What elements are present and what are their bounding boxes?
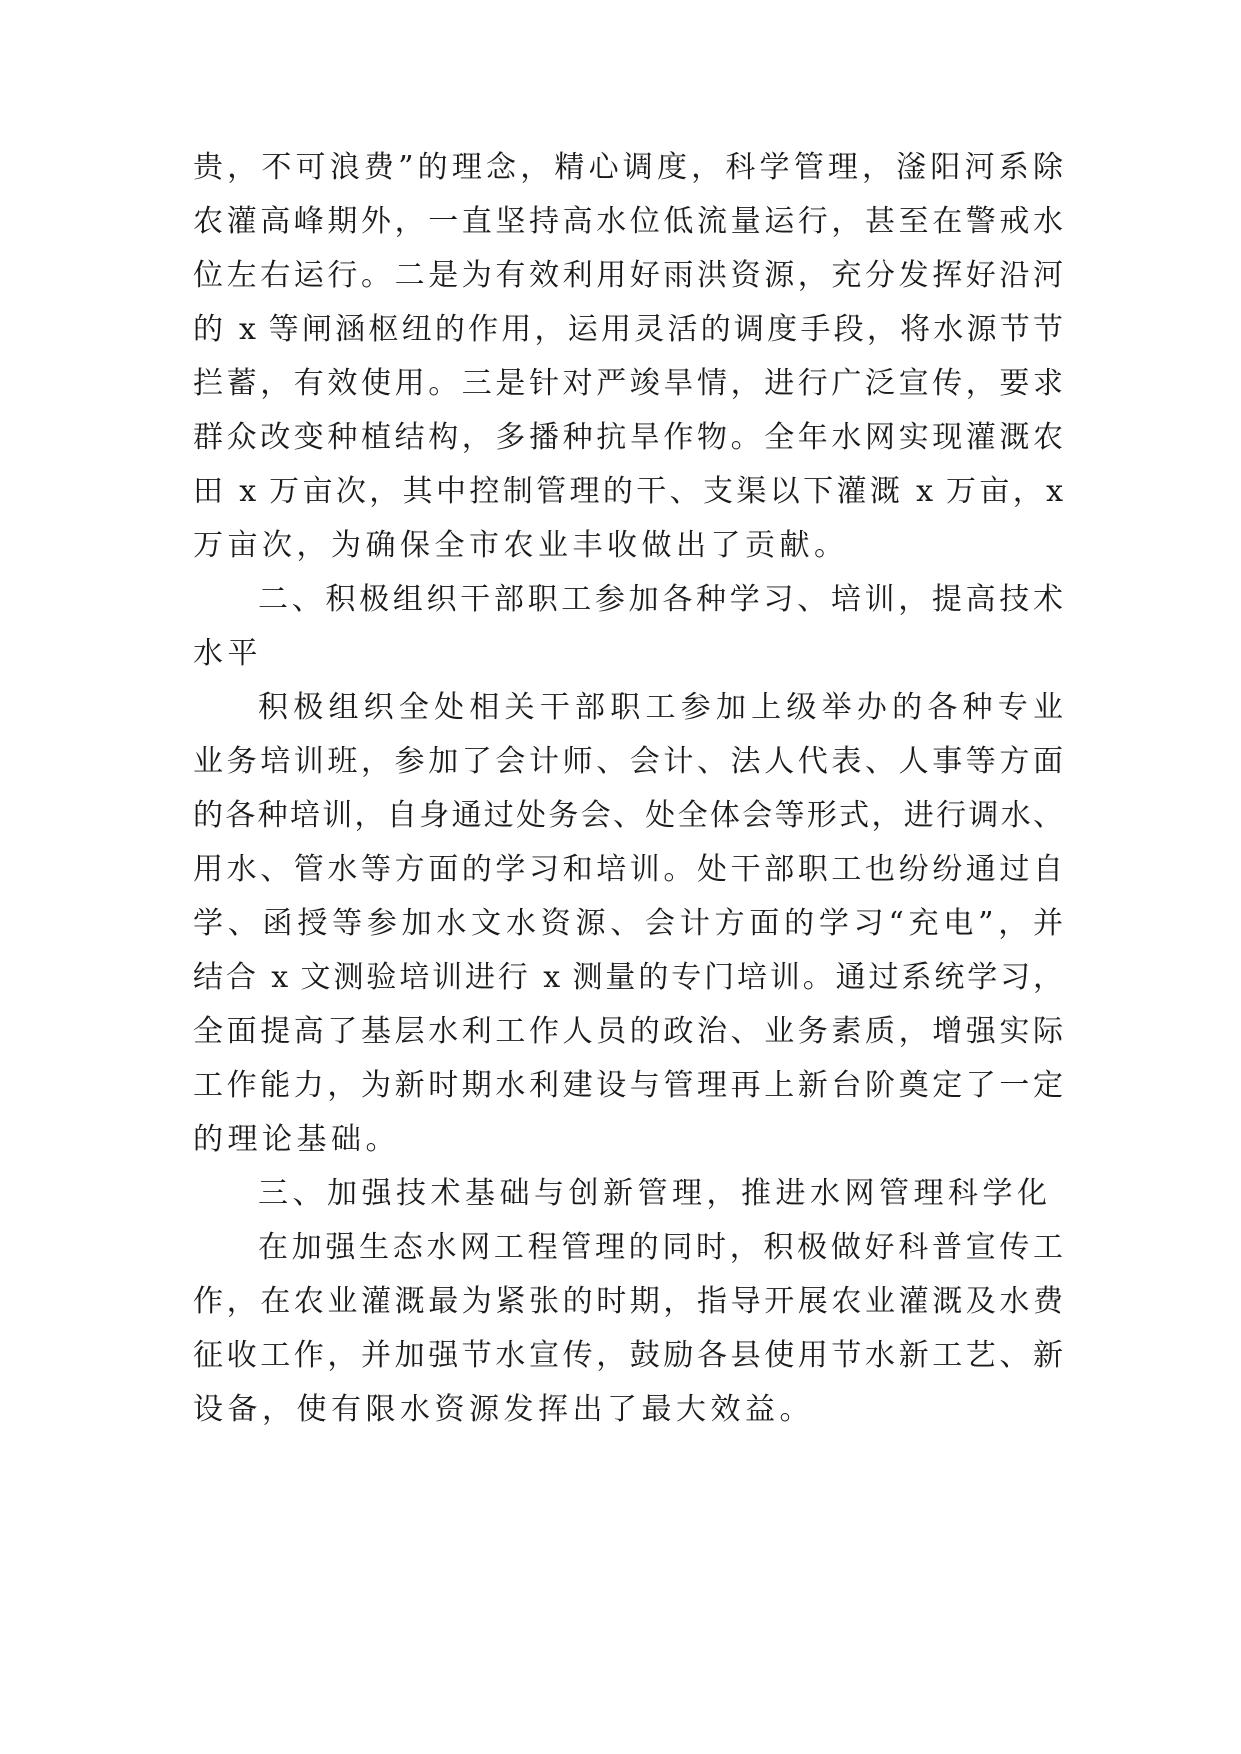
text-line: 用水、管水等方面的学习和培训。处干部职工也纷纷通过自 (193, 852, 1063, 887)
text-line: 贵，不可浪费”的理念，精心调度，科学管理，滏阳河系除 (193, 150, 1063, 185)
text-line: 工作能力，为新时期水利建设与管理再上新台阶奠定了一定 (193, 1068, 1063, 1103)
text-line: 的理论基础。 (193, 1122, 400, 1157)
section-heading-2: 二、积极组织干部职工参加各种学习、培训，提高技术 (258, 582, 1063, 617)
text-line: 业务培训班，参加了会计师、会计、法人代表、人事等方面 (193, 744, 1063, 779)
text-line: 全面提高了基层水利工作人员的政治、业务素质，增强实际 (193, 1014, 1063, 1049)
section-heading-3: 三、加强技术基础与创新管理，推进水网管理科学化 (258, 1176, 1052, 1211)
text-line: 万亩次，为确保全市农业丰收做出了贡献。 (193, 528, 849, 563)
text-line: 设备，使有限水资源发挥出了最大效益。 (193, 1392, 814, 1427)
text-line: 农灌高峰期外，一直坚持高水位低流量运行，甚至在警戒水 (193, 204, 1063, 239)
text-line: 征收工作，并加强节水宣传，鼓励各县使用节水新工艺、新 (193, 1338, 1063, 1373)
text-line: 的各种培训，自身通过处务会、处全体会等形式，进行调水、 (193, 798, 1063, 833)
text-line: 在加强生态水网工程管理的同时，积极做好科普宣传工 (258, 1230, 1063, 1265)
section-heading-2-cont: 水平 (193, 636, 262, 671)
text-line: 作，在农业灌溉最为紧张的时期，指导开展农业灌溉及水费 (193, 1284, 1063, 1319)
text-line: 群众改变种植结构，多播种抗旱作物。全年水网实现灌溉农 (193, 420, 1063, 455)
text-line: 位左右运行。二是为有效利用好雨洪资源，充分发挥好沿河 (193, 258, 1063, 293)
text-line: 积极组织全处相关干部职工参加上级举办的各种专业 (258, 690, 1063, 725)
text-line: 的 x 等闸涵枢纽的作用，运用灵活的调度手段，将水源节节 (193, 312, 1063, 347)
text-line: 拦蓄，有效使用。三是针对严竣旱情，进行广泛宣传，要求 (193, 366, 1063, 401)
text-line: 学、函授等参加水文水资源、会计方面的学习“充电”，并 (193, 906, 1063, 941)
text-line: 田 x 万亩次，其中控制管理的干、支渠以下灌溉 x 万亩，x (193, 474, 1063, 509)
text-line: 结合 x 文测验培训进行 x 测量的专门培训。通过系统学习， (193, 960, 1063, 995)
